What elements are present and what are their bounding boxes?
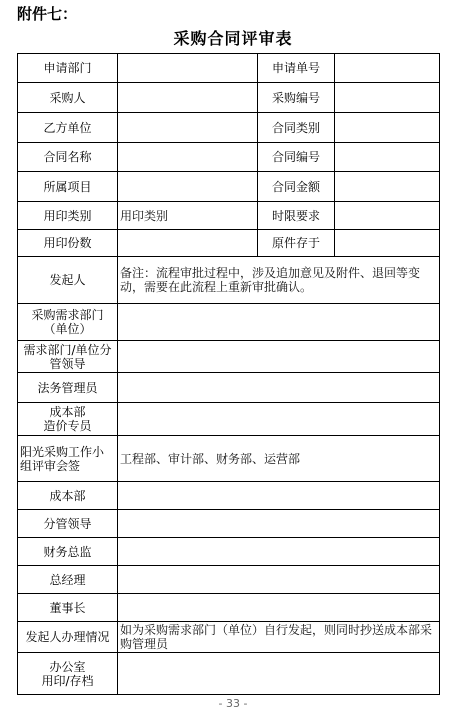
office-line: 办公室 bbox=[49, 659, 86, 674]
table-row bbox=[18, 436, 440, 482]
review-form-table bbox=[17, 53, 440, 695]
annex-label: 附件七： bbox=[17, 5, 78, 23]
table-row bbox=[18, 202, 440, 230]
demand-dept-field[interactable] bbox=[118, 304, 440, 341]
table-row bbox=[18, 510, 440, 538]
purchaser-label: 采购人 bbox=[18, 83, 118, 113]
leader-in-charge-label: 分管领导 bbox=[18, 510, 118, 538]
leader-in-charge-field[interactable] bbox=[118, 510, 440, 538]
cost-specialist-field[interactable] bbox=[118, 403, 440, 436]
table-row bbox=[18, 83, 440, 113]
initiator-label: 发起人 bbox=[18, 257, 118, 304]
applicant-dept-field[interactable] bbox=[118, 54, 258, 83]
seal-type-label: 用印类别 bbox=[18, 202, 118, 230]
office-field[interactable] bbox=[118, 653, 440, 695]
applicant-dept-label: 申请部门 bbox=[18, 54, 118, 83]
finance-director-field[interactable] bbox=[118, 538, 440, 566]
party-b-field[interactable] bbox=[118, 113, 258, 143]
table-row bbox=[18, 54, 440, 83]
application-no-label: 申请单号 bbox=[258, 54, 335, 83]
table-row bbox=[18, 257, 440, 304]
general-manager-label: 总经理 bbox=[18, 566, 118, 594]
deadline-field[interactable] bbox=[335, 202, 440, 230]
table-row bbox=[18, 304, 440, 341]
form-title: 采购合同评审表 bbox=[173, 29, 293, 48]
chairman-field[interactable] bbox=[118, 594, 440, 622]
cost-dept-cost-specialist-label bbox=[18, 403, 118, 436]
party-b-label: 乙方单位 bbox=[18, 113, 118, 143]
seal-archive-line: 用印/存档 bbox=[41, 673, 94, 688]
contract-name-label: 合同名称 bbox=[18, 143, 118, 172]
initiator-note: 备注：流程审批过程中，涉及追加意见及附件、退回等变动，需要在此流程上重新审批确认。 bbox=[118, 257, 440, 304]
table-row bbox=[18, 373, 440, 403]
contract-no-field[interactable] bbox=[335, 143, 440, 172]
table-row bbox=[18, 143, 440, 172]
table-row bbox=[18, 653, 440, 695]
purchase-no-field[interactable] bbox=[335, 83, 440, 113]
initiator-handling-label: 发起人办理情况 bbox=[18, 622, 118, 653]
initiator-handling-field: 如为采购需求部门（单位）自行发起，则同时抄送成本部采购管理员 bbox=[118, 622, 440, 653]
table-row bbox=[18, 403, 440, 436]
table-row bbox=[18, 113, 440, 143]
demand-leader-label: 需求部门/单位分管领导 bbox=[18, 341, 118, 373]
finance-director-label: 财务总监 bbox=[18, 538, 118, 566]
contract-amount-field[interactable] bbox=[335, 172, 440, 202]
legal-admin-field[interactable] bbox=[118, 373, 440, 403]
table-row bbox=[18, 566, 440, 594]
table-row bbox=[18, 172, 440, 202]
table-row bbox=[18, 594, 440, 622]
project-label: 所属项目 bbox=[18, 172, 118, 202]
demand-dept-label: 采购需求部门（单位） bbox=[18, 304, 118, 341]
general-manager-field[interactable] bbox=[118, 566, 440, 594]
office-seal-archive-label bbox=[18, 653, 118, 695]
contract-amount-label: 合同金额 bbox=[258, 172, 335, 202]
purchase-no-label: 采购编号 bbox=[258, 83, 335, 113]
original-kept-label: 原件存于 bbox=[258, 230, 335, 257]
legal-admin-label: 法务管理员 bbox=[18, 373, 118, 403]
deadline-label: 时限要求 bbox=[258, 202, 335, 230]
cost-dept-line: 成本部 bbox=[49, 405, 86, 419]
seal-type-field[interactable]: 用印类别 bbox=[118, 202, 258, 230]
application-no-field[interactable] bbox=[335, 54, 440, 83]
table-row bbox=[18, 230, 440, 257]
table-row bbox=[18, 622, 440, 653]
table-row bbox=[18, 482, 440, 510]
table-row bbox=[18, 538, 440, 566]
sunshine-members: 工程部、审计部、财务部、运营部 bbox=[118, 436, 440, 482]
purchaser-field[interactable] bbox=[118, 83, 258, 113]
cost-dept-field[interactable] bbox=[118, 482, 440, 510]
page-number: - 33 - bbox=[218, 697, 248, 710]
sunshine-group-label: 阳光采购工作小组评审会签 bbox=[18, 436, 118, 482]
original-kept-field[interactable] bbox=[335, 230, 440, 257]
contract-type-label: 合同类别 bbox=[258, 113, 335, 143]
project-field[interactable] bbox=[118, 172, 258, 202]
seal-copies-field[interactable] bbox=[118, 230, 258, 257]
cost-specialist-line: 造价专员 bbox=[43, 419, 92, 433]
cost-dept-label: 成本部 bbox=[18, 482, 118, 510]
demand-leader-field[interactable] bbox=[118, 341, 440, 373]
chairman-label: 董事长 bbox=[18, 594, 118, 622]
seal-copies-label: 用印份数 bbox=[18, 230, 118, 257]
contract-name-field[interactable] bbox=[118, 143, 258, 172]
contract-type-field[interactable] bbox=[335, 113, 440, 143]
table-row bbox=[18, 341, 440, 373]
contract-no-label: 合同编号 bbox=[258, 143, 335, 172]
